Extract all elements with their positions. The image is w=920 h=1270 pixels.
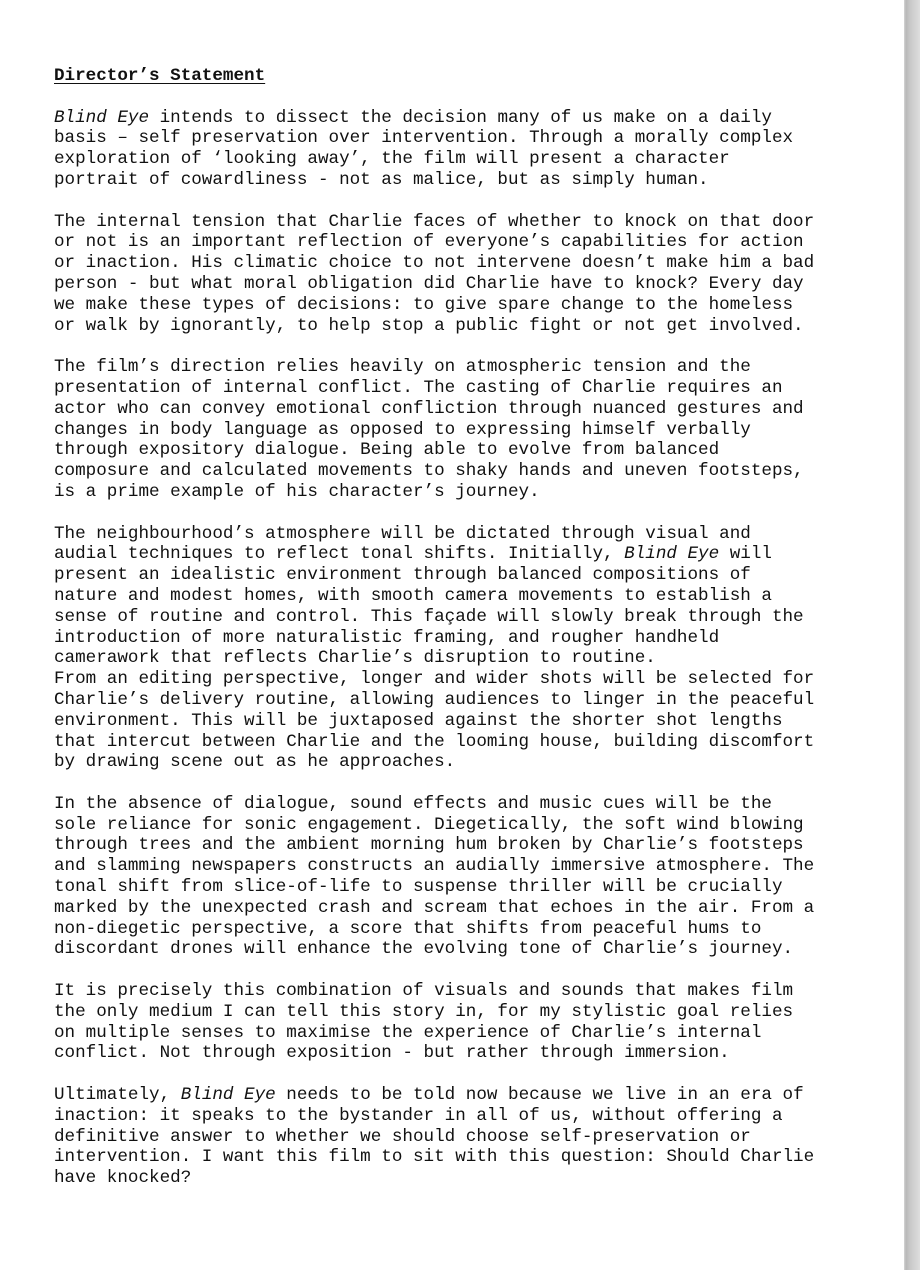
paragraph-atmosphere — [54, 524, 854, 670]
text-line: exploration of ‘looking away’, the film will present a character — [54, 149, 730, 170]
text-line: marked by the unexpected crash and scream that echoes in the air. From a — [54, 897, 815, 918]
text-line: have knocked? — [54, 1168, 192, 1189]
text-line: presentation of internal conflict. The casting of Charlie requires an — [54, 377, 783, 398]
paragraph-medium — [54, 981, 854, 1064]
text-line: basis – self preservation over intervention. Through a morally complex — [54, 128, 794, 149]
text-line: Blind Eye intends to dissect the decision many of us make on a daily — [54, 107, 772, 128]
page-title: Director’s Statement — [54, 66, 266, 86]
text-line: portrait of cowardliness - not as malice, but as simply human. — [54, 169, 709, 190]
text-line: by drawing scene out as he approaches. — [54, 752, 456, 773]
text-line: sole reliance for sonic engagement. Diegetically, the soft wind blowing — [54, 814, 804, 835]
text-line: and slamming newspapers constructs an audially immersive atmosphere. The — [54, 856, 815, 877]
text-line: non-diegetic perspective, a score that shifts from peaceful hums to — [54, 918, 762, 939]
text-line: Ultimately, Blind Eye needs to be told now because we live in an era of — [54, 1085, 804, 1106]
text-line: It is precisely this combination of visuals and sounds that makes film — [54, 981, 794, 1002]
text-line: The film’s direction relies heavily on atmospheric tension and the — [54, 357, 751, 378]
text-line: we make these types of decisions: to give spare change to the homeless — [54, 294, 794, 315]
text-line: environment. This will be juxtaposed against the shorter shot lengths — [54, 710, 783, 731]
text-line: through trees and the ambient morning hum broken by Charlie’s footsteps — [54, 835, 804, 856]
text-line: or walk by ignorantly, to help stop a public fight or not get involved. — [54, 315, 804, 336]
text-line: is a prime example of his character’s journey. — [54, 481, 540, 502]
text-line: nature and modest homes, with smooth camera movements to establish a — [54, 585, 772, 606]
text-line: introduction of more naturalistic framing, and rougher handheld — [54, 627, 720, 648]
text-line: that intercut between Charlie and the looming house, building discomfort — [54, 731, 815, 752]
text-line: or not is an important reflection of everyone’s capabilities for action — [54, 232, 804, 253]
text-line: on multiple senses to maximise the experience of Charlie’s internal — [54, 1022, 762, 1043]
text-line: composure and calculated movements to shaky hands and uneven footsteps, — [54, 461, 804, 482]
page-edge-shadow — [904, 0, 920, 1270]
document-body — [54, 66, 854, 1210]
text-line: definitive answer to whether we should choose self-preservation or — [54, 1126, 751, 1147]
film-title: Blind Eye — [54, 107, 150, 128]
film-title: Blind Eye — [624, 544, 720, 565]
text-line: changes in body language as opposed to expressing himself verbally — [54, 419, 751, 440]
text-line: In the absence of dialogue, sound effects and music cues will be the — [54, 793, 772, 814]
paragraph-editing — [54, 669, 854, 773]
text-line: present an idealistic environment through balanced compositions of — [54, 565, 751, 586]
text-line: The internal tension that Charlie faces of whether to knock on that door — [54, 211, 815, 232]
text-line: discordant drones will enhance the evolving tone of Charlie’s journey. — [54, 939, 794, 960]
paragraph-direction — [54, 357, 854, 503]
text-line: sense of routine and control. This façade will slowly break through the — [54, 606, 804, 627]
text-line: From an editing perspective, longer and wider shots will be selected for — [54, 669, 815, 690]
text-line: through expository dialogue. Being able to evolve from balanced — [54, 440, 720, 461]
paragraph-sound — [54, 794, 854, 960]
text-line: Charlie’s delivery routine, allowing audiences to linger in the peaceful — [54, 689, 815, 710]
text-line: intervention. I want this film to sit with this question: Should Charlie — [54, 1147, 815, 1168]
text-line: inaction: it speaks to the bystander in all of us, without offering a — [54, 1105, 783, 1126]
text-line: conflict. Not through exposition - but rather through immersion. — [54, 1043, 730, 1064]
text-line: actor who can convey emotional confliction through nuanced gestures and — [54, 398, 804, 419]
text-line: tonal shift from slice-of-life to suspense thriller will be crucially — [54, 877, 783, 898]
paragraph-conclusion — [54, 1085, 854, 1189]
paragraph-intro — [54, 108, 854, 191]
film-title: Blind Eye — [180, 1085, 276, 1106]
text-line: the only medium I can tell this story in, for my stylistic goal relies — [54, 1001, 794, 1022]
text-line: or inaction. His climatic choice to not intervene doesn’t make him a bad — [54, 253, 815, 274]
text-line: person - but what moral obligation did Charlie have to knock? Every day — [54, 273, 804, 294]
text-line: camerawork that reflects Charlie’s disruption to routine. — [54, 648, 656, 669]
paragraph-tension — [54, 212, 854, 337]
text-line: The neighbourhood’s atmosphere will be dictated through visual and — [54, 523, 751, 544]
text-line: audial techniques to reflect tonal shifts. Initially, Blind Eye will — [54, 544, 772, 565]
